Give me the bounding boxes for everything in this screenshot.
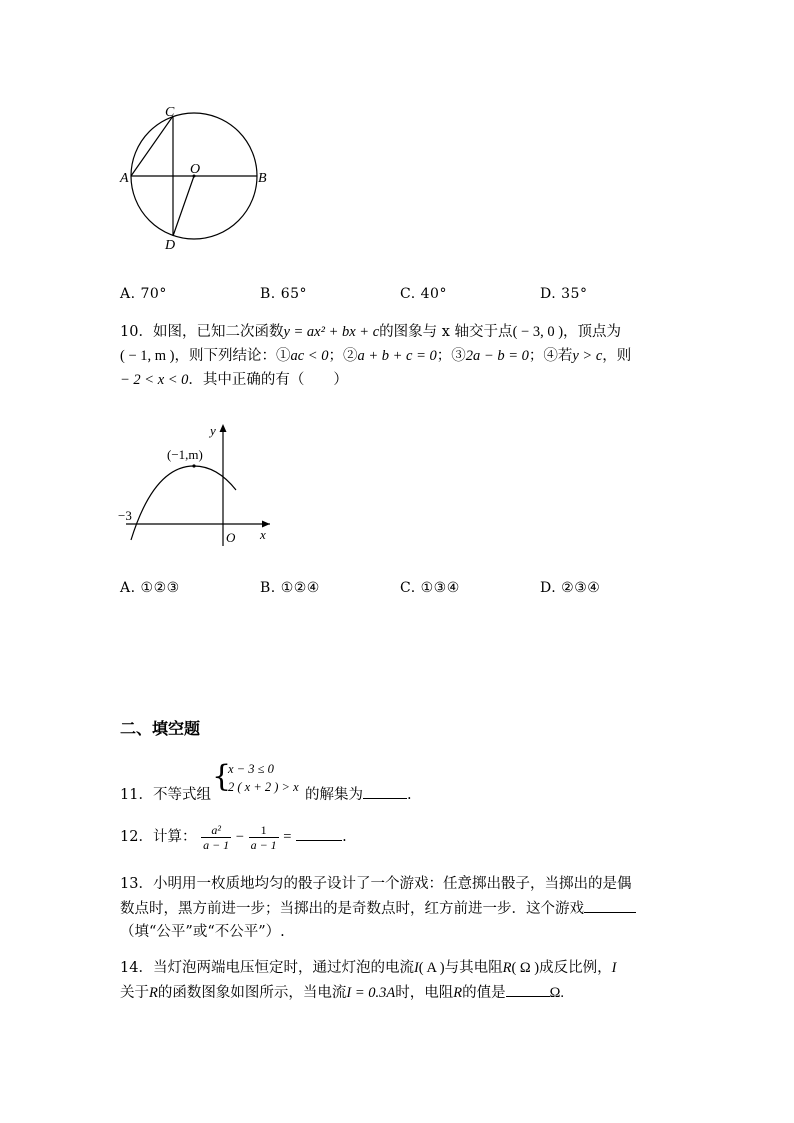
inequality-2: 2 ( x + 2 ) > x (228, 780, 299, 794)
q10-line2: ( − 1, m )，则下列结论：①ac < 0；②a + b + c = 0；③2a − b = 0；④若y > c，则 (120, 348, 632, 364)
q9-choice-c[interactable]: C. 40° (400, 286, 447, 302)
q12-line: 12．计算： $\frac{\text{a²}}{a - 1}$ − $\frac{1}{a - 1}$ = . (120, 822, 347, 852)
q9-choice-a[interactable]: A. 70° (120, 286, 167, 302)
q13-line2: 数点时，黑方前进一步；当掷出的是奇数点时，红方前进一步．这个游戏 (120, 898, 636, 919)
section-title: 二、填空题 (120, 719, 201, 738)
q9-choices (120, 286, 680, 306)
y-axis-label: y (210, 423, 216, 438)
q13-answer-blank[interactable] (584, 898, 636, 913)
q13-line3: （填“公平”或“不公平”）. (120, 924, 285, 940)
q10-choices (120, 580, 680, 600)
root-label: −3 (118, 508, 132, 523)
q9-choice-b[interactable]: B. 65° (260, 286, 308, 302)
q10-line3: − 2 < x < 0．其中正确的有（ ） (120, 372, 348, 388)
label-b: B (258, 171, 267, 186)
q10-line1: 10．如图，已知二次函数y = ax² + bx + c的图象与 x 轴交于点( − 3, 0 )，顶点为 (120, 324, 622, 340)
q10-choice-a[interactable]: A. ①②③ (120, 580, 180, 596)
vertex-label: (−1,m) (167, 447, 203, 462)
label-c: C (165, 105, 175, 120)
origin-label: O (226, 530, 236, 545)
circle-figure (112, 96, 282, 256)
parabola-graph (112, 418, 282, 550)
label-a: A (120, 171, 129, 186)
inequality-1: x − 3 ≤ 0 (228, 762, 274, 776)
q10-choice-d[interactable]: D. ②③④ (540, 580, 601, 596)
label-d: D (165, 238, 176, 253)
brace-symbol: { (212, 759, 232, 794)
label-o: O (190, 162, 201, 177)
q14-line1: 14．当灯泡两端电压恒定时，通过灯泡的电流I( A )与其电阻R( Ω )成反比例，I (120, 960, 617, 976)
q9-choice-d[interactable]: D. 35° (540, 286, 588, 302)
x-axis-label: x (260, 527, 266, 542)
q10-choice-c[interactable]: C. ①③④ (400, 580, 460, 596)
q11-line: 11．不等式组 的解集为 . (120, 784, 412, 805)
fraction-1: $\frac{\text{a²}}{a - 1}$ (203, 822, 230, 852)
q11-answer-blank[interactable] (363, 784, 407, 799)
q13-line1: 13．小明用一枚质地均匀的骰子设计了一个游戏：任意掷出骰子，当掷出的是偶 (120, 876, 632, 892)
q12-answer-blank[interactable] (296, 826, 342, 841)
fraction-2: $\frac{1}{a - 1}$ (250, 822, 277, 852)
q14-line2: 关于R的函数图象如图所示，当电流I = 0.3A时，电阻R的值是 Ω. (120, 982, 564, 1003)
q14-answer-blank[interactable] (506, 982, 550, 997)
q10-choice-b[interactable]: B. ①②④ (260, 580, 320, 596)
